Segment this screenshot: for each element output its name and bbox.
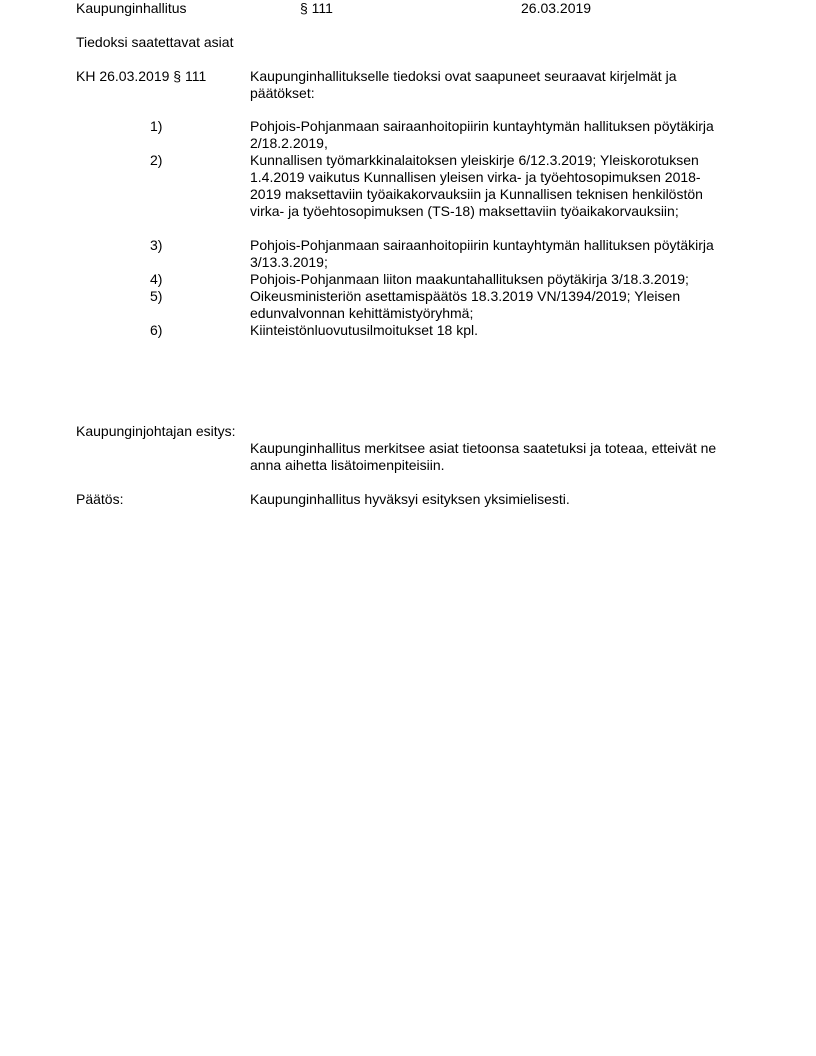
item-text: Pohjois-Pohjanmaan sairaanhoitopiirin kuntayhtymän hallituksen pöytäkirja 2/18.2.2019, (250, 118, 714, 151)
item-text: Kiinteistönluovutusilmoitukset 18 kpl. (250, 322, 479, 338)
decision-text: Kaupunginhallitus hyväksyi esityksen yksimielisesti. (250, 491, 570, 507)
item-text: Pohjois-Pohjanmaan liiton maakuntahallituksen pöytäkirja 3/18.3.2019; (250, 271, 689, 287)
item-text: Kunnallisen työmarkkinalaitoksen yleiskirje 6/12.3.2019; Yleiskorotuksen 1.4.2019 vaikutus Kunnallisen yleisen virka- ja työehtosopimuksen 2018-2019 maksettaviin työaikakorvauksiin ja Kunnallisen teknisen henkilöstön virka- ja työehtosopimuksen (TS-18) maksettaviin työaikakorvauksiin; (250, 152, 703, 219)
item-text: Pohjois-Pohjanmaan sairaanhoitopiirin kuntayhtymän hallituksen pöytäkirja 3/13.3.2019; (250, 237, 714, 270)
item-number: 3) (150, 237, 163, 253)
item-number: 2) (150, 152, 163, 168)
item-text: Oikeusministeriön asettamispäätös 18.3.2019 VN/1394/2019; Yleisen edunvalvonnan kehittämistyöryhmä; (250, 288, 681, 321)
header-date: 26.03.2019 (521, 0, 592, 16)
item-number: 4) (150, 271, 163, 287)
intro-text: Kaupunginhallitukselle tiedoksi ovat saapuneet seuraavat kirjelmät ja päätökset: (250, 68, 677, 101)
proposal-label: Kaupunginjohtajan esitys: (76, 423, 236, 439)
reference: KH 26.03.2019 § 111 (76, 68, 207, 84)
proposal-text: Kaupunginhallitus merkitsee asiat tietoonsa saatetuksi ja toteaa, etteivät ne anna aihetta lisätoimenpiteisiin. (250, 440, 717, 473)
header-body: Kaupunginhallitus (76, 0, 187, 16)
subject-title: Tiedoksi saatettavat asiat (76, 34, 234, 50)
item-number: 5) (150, 288, 163, 304)
decision-label: Päätös: (76, 491, 124, 507)
item-number: 6) (150, 322, 163, 338)
item-number: 1) (150, 118, 163, 134)
header-section: § 111 (300, 0, 333, 16)
